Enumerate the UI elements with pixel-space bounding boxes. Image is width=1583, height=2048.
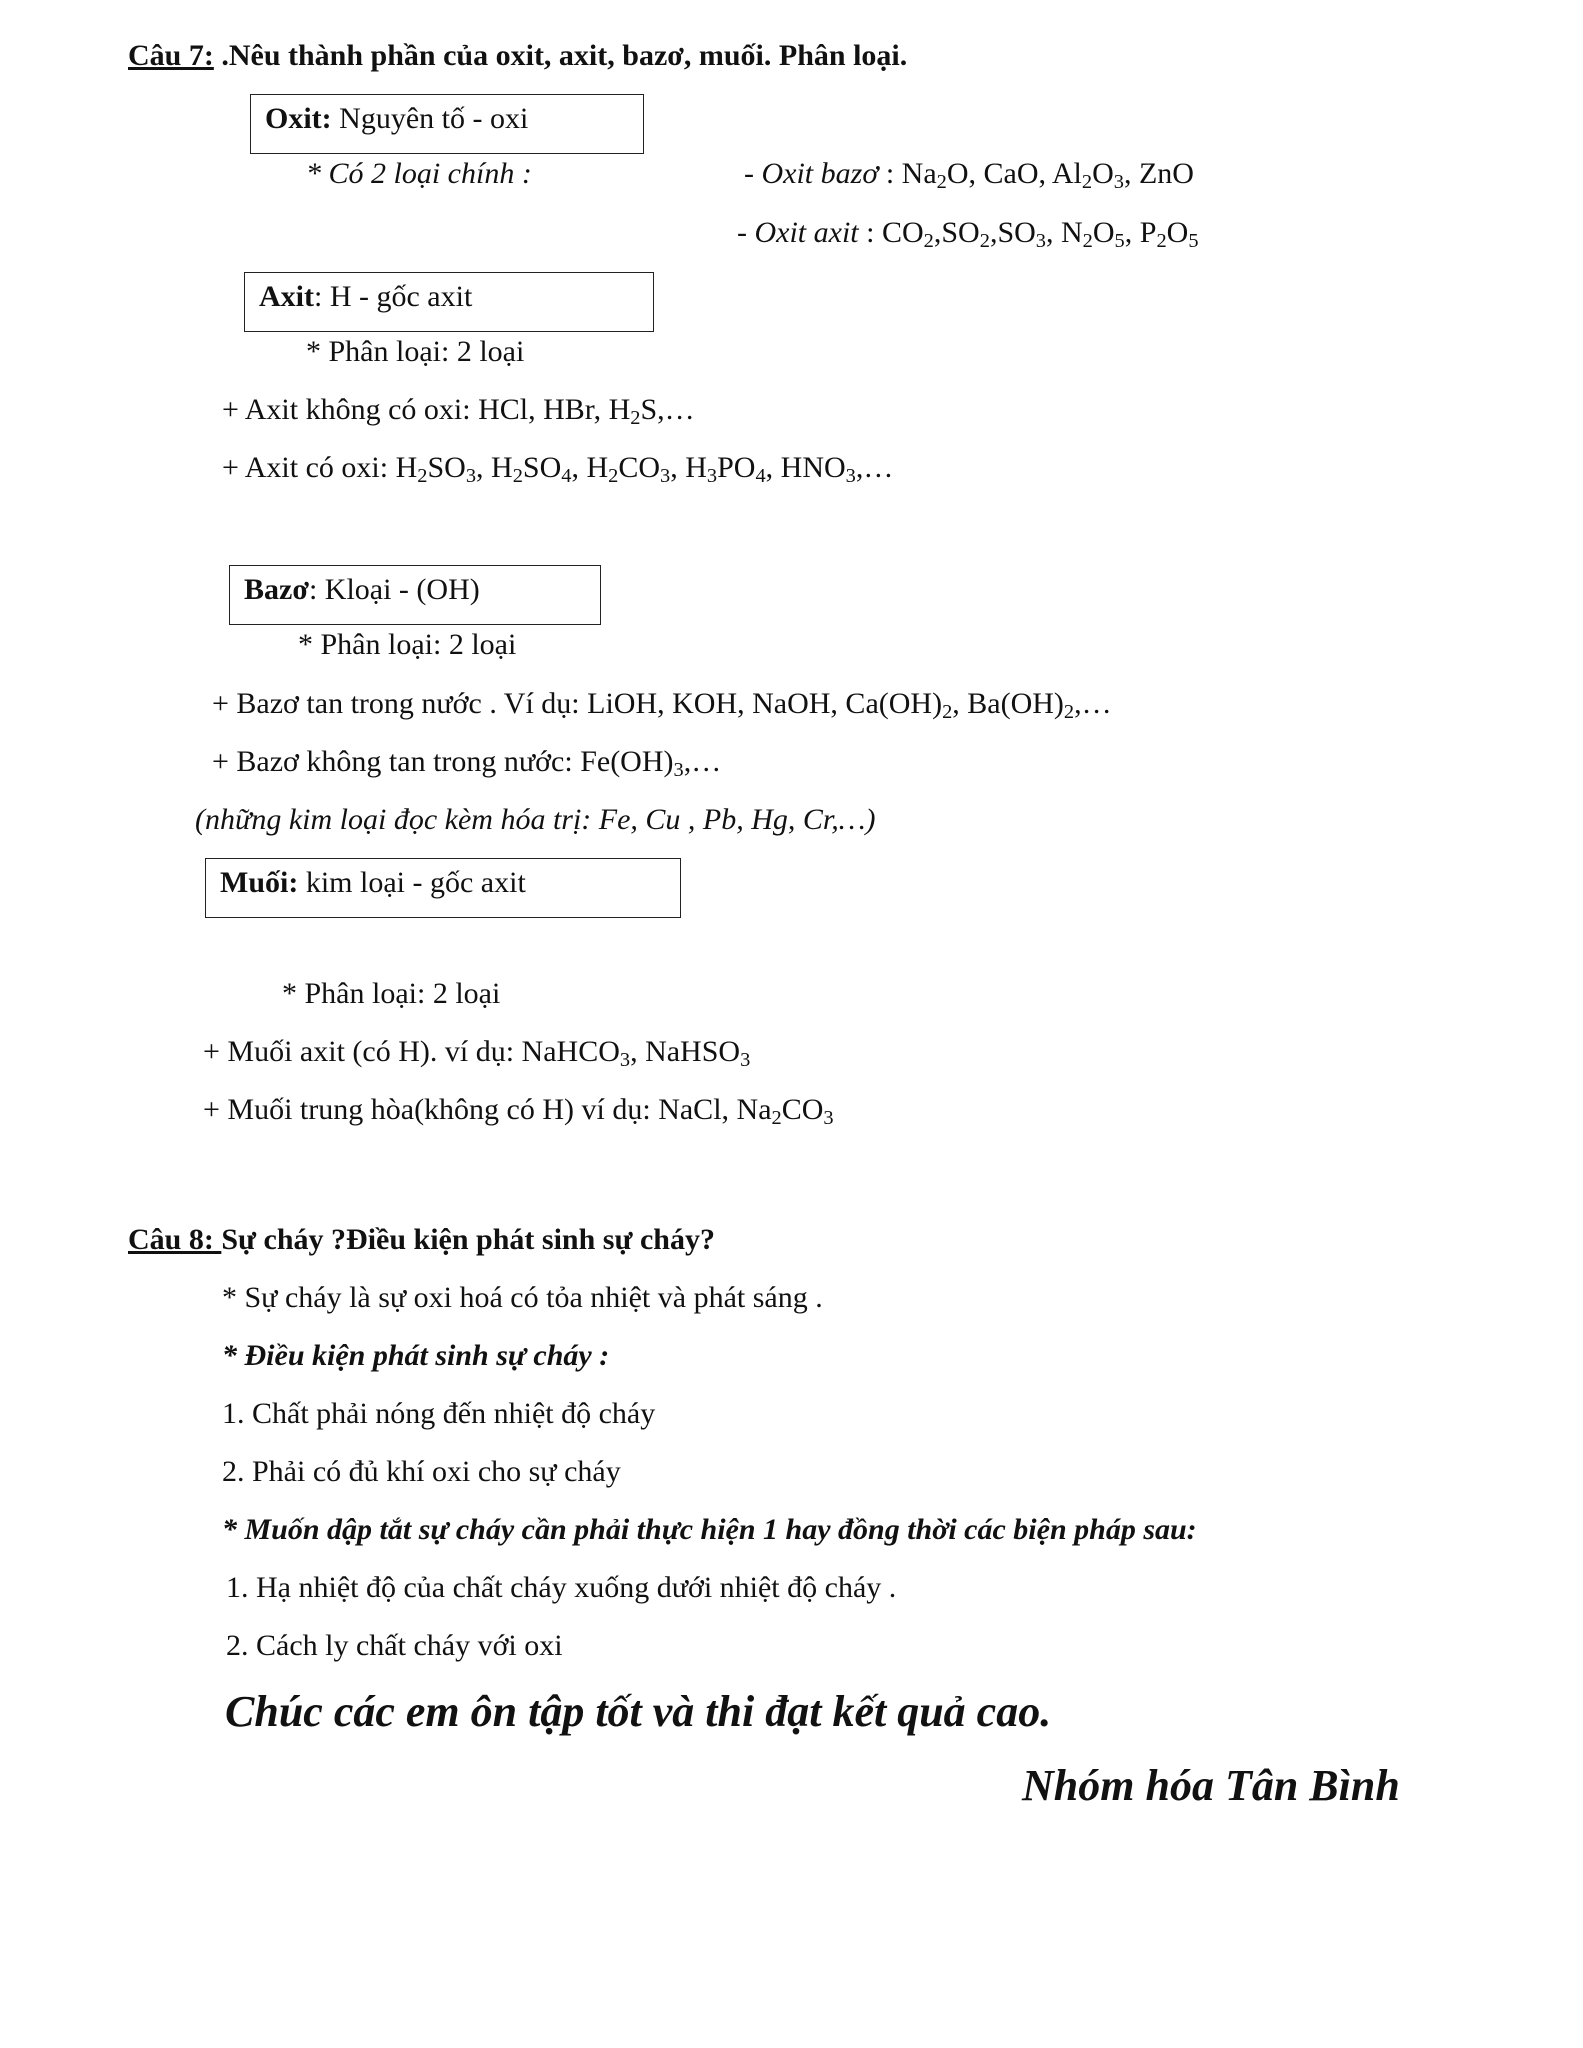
muoi-acid-salt-prefix: + Muối axit (có H). ví dụ:	[203, 1035, 522, 1068]
q8-conditions-heading: * Điều kiện phát sinh sự cháy :	[222, 1339, 610, 1372]
axit-no-oxygen	[222, 392, 695, 428]
oxit-basic: - Oxit bazơ : $Na_2O$, CaO, $Al_2O_3$, ZnO	[744, 157, 1194, 194]
bazo-box	[229, 565, 601, 625]
muoi-neutral-salt	[203, 1092, 834, 1128]
muoi-neutral-salt-prefix: + Muối trung hòa(không có H) ví dụ:	[203, 1093, 659, 1126]
bazo-box-bold: Bazơ	[244, 573, 309, 606]
bazo-classify: * Phân loại: 2 loại	[298, 628, 517, 661]
q8-label: Câu 8:	[128, 1223, 222, 1256]
bazo-box-text: : Kloại - (OH)	[308, 573, 480, 606]
axit-box-bold: Axit	[259, 280, 314, 313]
axit-with-oxygen-list: $H_2SO_3$, $H_2SO_4$, $H_2CO_3$, $H_3PO_4$, $HNO_3,\dots$	[395, 451, 894, 488]
oxit-acidic-list: $CO_2,SO_2,SO_3$, $N_2O_5$, $P_2O_5$	[881, 216, 1199, 253]
q8-condition-2: 2. Phải có đủ khí oxi cho sự cháy	[222, 1455, 621, 1488]
q7-title: .Nêu thành phần của oxit, axit, bazơ, muối. Phân loại.	[213, 39, 908, 72]
oxit-box	[250, 94, 644, 154]
bazo-soluble	[212, 686, 1112, 722]
oxit-basic-list: $Na_2O$, CaO, $Al_2O_3$, ZnO	[901, 157, 1194, 194]
q8-heading	[128, 1222, 715, 1258]
muoi-box	[205, 858, 681, 918]
q7-label: Câu 7:	[128, 39, 214, 72]
q8-extinguish-2: 2. Cách ly chất cháy với oxi	[226, 1629, 563, 1662]
oxit-box-bold: Oxit:	[265, 102, 332, 135]
bazo-soluble-prefix: + Bazơ tan trong nước . Ví dụ:	[212, 687, 588, 720]
closing-wish: Chúc các em ôn tập tốt và thi đạt kết quả cao.	[225, 1687, 1052, 1736]
muoi-neutral-salt-list: NaCl, $Na_2CO_3$	[658, 1093, 834, 1130]
bazo-soluble-list: LiOH, KOH, NaOH, $Ca(OH)_2$, $Ba(OH)_2,\dots$	[587, 687, 1112, 724]
axit-no-oxygen-list: HCl, HBr, $H_2S,\dots$	[478, 393, 695, 430]
axit-with-oxygen	[222, 450, 893, 486]
oxit-box-text: Nguyên tố - oxi	[331, 102, 529, 135]
muoi-box-text: kim loại - gốc axit	[298, 866, 526, 899]
muoi-acid-salt	[203, 1034, 750, 1070]
q8-extinguish-heading: * Muốn dập tắt sự cháy cần phải thực hiện 1 hay đồng thời các biện pháp sau:	[222, 1513, 1197, 1546]
axit-no-oxygen-prefix: + Axit không có oxi:	[222, 393, 479, 426]
bazo-insoluble-prefix: + Bazơ không tan trong nước:	[212, 745, 581, 778]
axit-with-oxygen-prefix: + Axit có oxi:	[222, 451, 396, 484]
closing-signature: Nhóm hóa Tân Bình	[1022, 1761, 1400, 1810]
oxit-basic-label: - Oxit bazơ	[744, 157, 879, 190]
muoi-box-bold: Muối:	[220, 866, 299, 899]
bazo-insoluble	[212, 744, 721, 780]
q8-title: Sự cháy ?Điều kiện phát sinh sự cháy?	[221, 1223, 715, 1256]
bazo-insoluble-list: $Fe(OH)_3,\dots$	[580, 745, 722, 782]
muoi-acid-salt-list: NaHCO$_3$, NaHSO$_3$	[521, 1035, 751, 1072]
axit-box-text: : H - gốc axit	[314, 280, 473, 313]
axit-box	[244, 272, 654, 332]
axit-classify: * Phân loại: 2 loại	[306, 335, 525, 368]
q8-condition-1: 1. Chất phải nóng đến nhiệt độ cháy	[222, 1397, 656, 1430]
muoi-classify: * Phân loại: 2 loại	[282, 977, 501, 1010]
q7-heading	[128, 38, 907, 74]
oxit-acidic-label: - Oxit axit	[737, 216, 859, 249]
oxit-acidic: - Oxit axit : $CO_2,SO_2,SO_3$, $N_2O_5$, $P_2O_5$	[737, 216, 1199, 253]
oxit-classify: * Có 2 loại chính :	[306, 157, 532, 190]
bazo-note: (những kim loại đọc kèm hóa trị: Fe, Cu , Pb, Hg, Cr,…)	[195, 803, 876, 836]
q8-extinguish-1: 1. Hạ nhiệt độ của chất cháy xuống dưới nhiệt độ cháy .	[226, 1571, 897, 1604]
q8-definition: * Sự cháy là sự oxi hoá có tỏa nhiệt và phát sáng .	[222, 1281, 823, 1314]
